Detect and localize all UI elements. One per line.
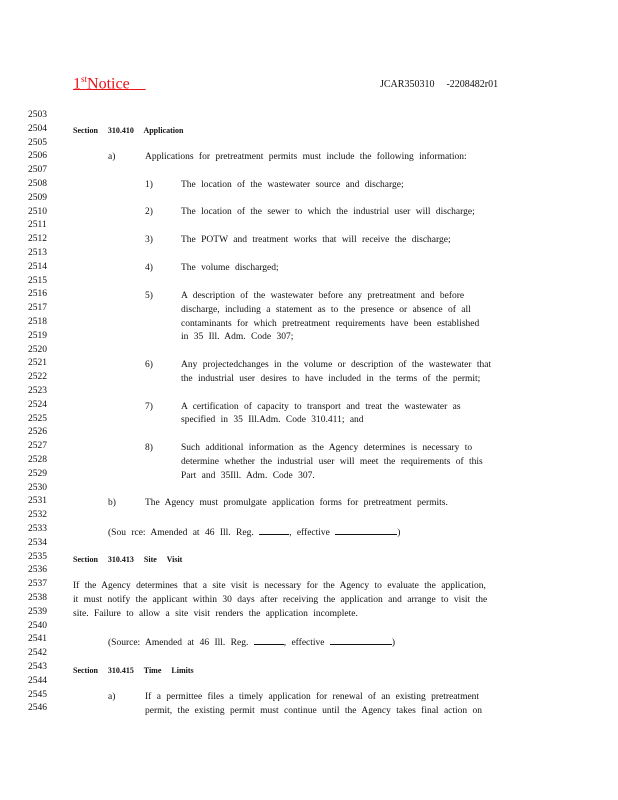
item-2-text: The location of the sewer to which the industrial user will discharge; xyxy=(181,207,475,217)
section-title: Application xyxy=(143,126,184,135)
notice-suffix: st xyxy=(81,74,88,84)
item-8-label: 8) xyxy=(145,443,153,453)
line-number: 2535 xyxy=(28,551,47,562)
item-5-line-3: contaminants for which pretreatment requirements have been established xyxy=(181,318,480,329)
notice-word: Notice xyxy=(87,75,130,93)
section-number: 310.415 xyxy=(107,666,134,675)
line-number: 2503 xyxy=(28,110,47,120)
item-8-line-2: determine whether the industrial user will meet the requirements of this xyxy=(181,456,483,467)
line-number: 2539 xyxy=(28,606,47,617)
item-3-text: The POTW and treatment works that will receive the discharge; xyxy=(181,235,451,245)
line-number: 2528 xyxy=(28,455,47,465)
line-number: 2504 xyxy=(28,123,47,134)
line-number: 2531 xyxy=(28,496,47,507)
blank-register-number xyxy=(254,635,284,645)
line-number: 2541 xyxy=(28,634,47,645)
item-1-text: The location of the wastewater source and discharge; xyxy=(181,180,404,190)
line-number: 2526 xyxy=(28,427,47,438)
line-number: 2524 xyxy=(28,399,47,410)
item-8-line-1: Such additional information as the Agency determines is necessary to xyxy=(181,443,473,453)
line-number: 2543 xyxy=(28,662,47,672)
section-title: Site Visit xyxy=(143,555,183,564)
line-number: 2537 xyxy=(28,579,47,590)
line-number: 2527 xyxy=(28,441,47,452)
item-4-label: 4) xyxy=(145,263,153,273)
time-limits-a-line-2: permit, the existing permit must continue until the Agency takes final action on xyxy=(145,705,483,716)
item-1-label: 1) xyxy=(145,180,153,190)
line-number: 2529 xyxy=(28,468,47,479)
line-number: 2509 xyxy=(28,192,47,203)
line-number: 2505 xyxy=(28,137,47,148)
line-number: 2514 xyxy=(28,261,47,272)
line-number: 2532 xyxy=(28,510,47,521)
item-5-line-1: A description of the wastewater before any pretreatment and before xyxy=(181,291,465,301)
line-number: 2522 xyxy=(28,372,47,383)
site-visit-line-3: site. Failure to allow a site visit renders the application incomplete. xyxy=(73,608,358,619)
line-number: 2546 xyxy=(28,703,47,714)
subsection-b-label: b) xyxy=(108,498,116,509)
doc-code: -2208482r01 xyxy=(446,79,499,90)
source-note-2 xyxy=(108,635,395,651)
section-heading-310-410 xyxy=(73,124,183,138)
document-code xyxy=(380,79,498,90)
line-number: 2506 xyxy=(28,151,47,162)
site-visit-line-1: If the Agency determines that a site visit is necessary for the Agency to evaluate the application, xyxy=(73,581,486,591)
item-5-label: 5) xyxy=(145,291,153,301)
item-2-label: 2) xyxy=(145,207,153,217)
line-number: 2540 xyxy=(28,620,47,631)
item-5-line-2: discharge, including a statement as to the presence or absence of all xyxy=(181,304,471,315)
line-number: 2510 xyxy=(28,206,47,217)
line-number: 2508 xyxy=(28,179,47,189)
item-5-line-4: in 35 Ill. Adm. Code 307; xyxy=(181,332,294,343)
time-limits-a-line-1: If a permittee files a timely application for renewal of an existing pretreatment xyxy=(145,692,480,702)
line-number: 2519 xyxy=(28,330,47,341)
source-note-effective: , effective xyxy=(289,527,330,538)
site-visit-line-2: it must notify the applicant within 30 days after receiving the application and arrange to visit the xyxy=(73,594,488,605)
item-6-line-1: Any projectedchanges in the volume or description of the wastewater that xyxy=(181,360,492,370)
source-note-text: (Source: Amended at 46 Ill. Reg. xyxy=(108,638,249,649)
line-number: 2523 xyxy=(28,386,47,396)
notice-ordinal: 1 xyxy=(73,75,81,93)
section-heading-310-413 xyxy=(73,553,182,567)
section-label: Section xyxy=(73,666,98,675)
subsection-a-label: a) xyxy=(108,152,116,162)
blank-register-number xyxy=(259,525,289,535)
source-note-close: ) xyxy=(397,527,401,538)
section-heading-310-415 xyxy=(73,664,194,678)
line-number: 2533 xyxy=(28,524,47,534)
line-number: 2512 xyxy=(28,234,47,245)
line-number: 2538 xyxy=(28,593,47,603)
line-number: 2545 xyxy=(28,689,47,700)
subsection-a-text: Applications for pretreatment permits must include the following information: xyxy=(145,152,467,162)
source-note-1 xyxy=(108,525,400,541)
item-7-label: 7) xyxy=(145,401,153,412)
line-number: 2542 xyxy=(28,648,47,659)
section-number: 310.410 xyxy=(107,126,134,135)
item-6-label: 6) xyxy=(145,360,153,370)
line-number: 2511 xyxy=(28,220,47,231)
line-number: 2507 xyxy=(28,165,47,176)
item-6-line-2: the industrial user desires to have included in the terms of the permit; xyxy=(181,373,481,384)
line-number: 2518 xyxy=(28,317,47,327)
source-note-effective: , effective xyxy=(283,638,325,649)
item-7-line-2: specified in 35 Ill.Adm. Code 310.411; and xyxy=(181,415,364,426)
line-number: 2516 xyxy=(28,289,47,300)
notice-heading xyxy=(73,74,146,93)
item-7-line-1: A certification of capacity to transport and treat the wastewater as xyxy=(181,401,461,412)
section-title: Time Limits xyxy=(143,666,194,675)
line-number: 2536 xyxy=(28,565,47,576)
item-8-line-3: Part and 35Ill. Adm. Code 307. xyxy=(181,470,315,481)
source-note-close: ) xyxy=(391,638,396,649)
source-note-text: (Sou rce: Amended at 46 Ill. Reg. xyxy=(108,527,254,538)
item-4-text: The volume discharged; xyxy=(181,263,279,273)
section-label: Section xyxy=(73,126,98,135)
blank-effective-date xyxy=(330,635,392,645)
line-number: 2513 xyxy=(28,248,47,258)
line-number: 2517 xyxy=(28,303,47,314)
time-limits-a-label: a) xyxy=(108,692,116,702)
line-number: 2525 xyxy=(28,413,47,424)
line-number: 2530 xyxy=(28,482,47,493)
line-number: 2544 xyxy=(28,675,47,686)
line-number: 2521 xyxy=(28,358,47,369)
section-number: 310.413 xyxy=(107,555,134,564)
subsection-b-text: The Agency must promulgate application forms for pretreatment permits. xyxy=(145,498,448,509)
line-number: 2520 xyxy=(28,344,47,355)
section-label: Section xyxy=(73,555,98,564)
blank-effective-date xyxy=(335,525,397,535)
item-3-label: 3) xyxy=(145,235,153,245)
line-number: 2534 xyxy=(28,537,47,548)
jcar-code: JCAR350310 xyxy=(380,79,435,90)
line-number: 2515 xyxy=(28,275,47,286)
